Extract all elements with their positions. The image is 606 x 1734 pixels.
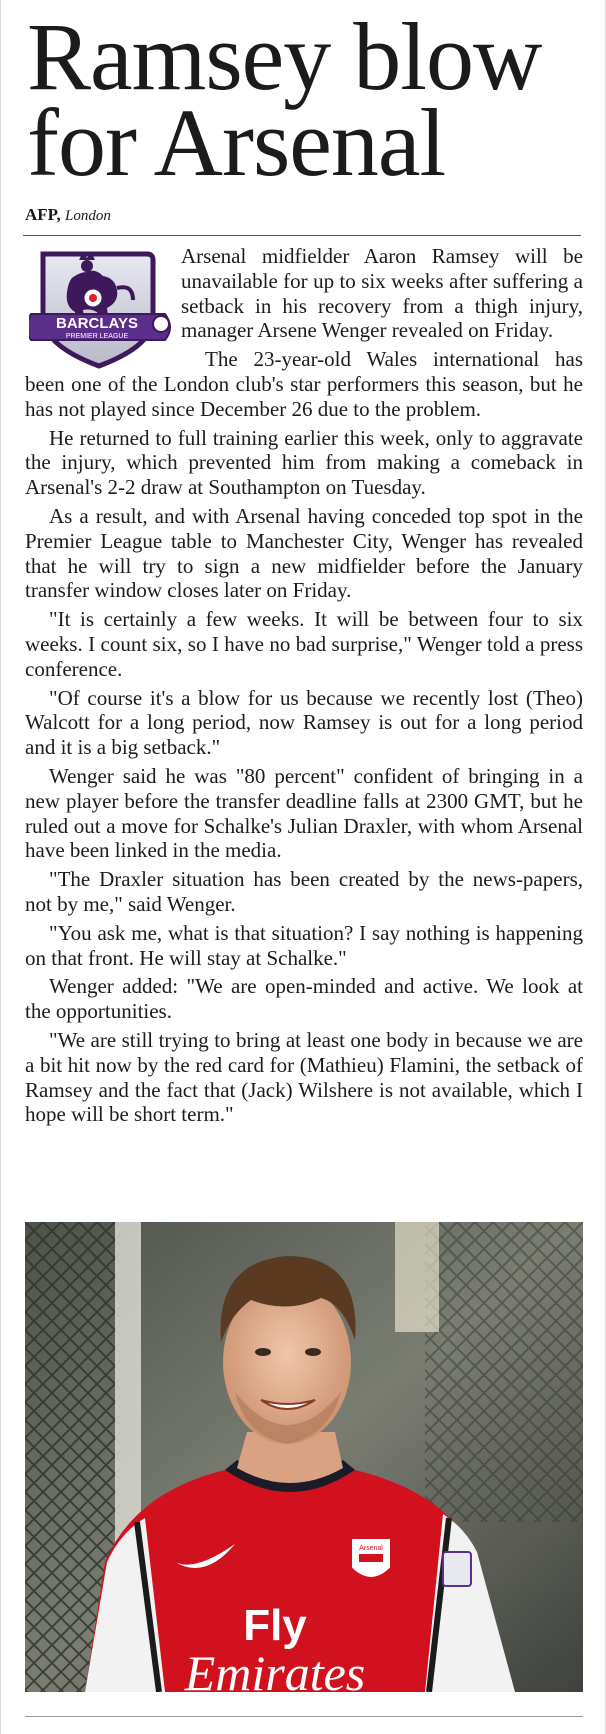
- paragraph-9: "You ask me, what is that situation? I say nothing is happening on that front. He will stay at Schalke.": [25, 920, 583, 970]
- headline-line-2: for Arsenal: [27, 89, 446, 196]
- paragraph-1: Arsenal midfielder Aaron Ramsey will be unavailable for up to six weeks after suffering a setback in his recovery from a thigh injury, manager Arsene Wenger revealed on Friday.: [181, 244, 583, 343]
- logo-wrap-space: [25, 244, 181, 368]
- headline: [27, 3, 587, 196]
- logo-league: PREMIER LEAGUE: [65, 333, 129, 340]
- byline: [25, 205, 111, 225]
- paragraph-3: He returned to full training earlier this week, only to aggravate the injury, which prevented him from making a comeback in Arsenal's 2-2 draw at Southampton on Tuesday.: [25, 425, 583, 500]
- footer-divider: [25, 1716, 583, 1717]
- crest-text: Arsenal: [359, 1545, 383, 1552]
- arsenal-crest-icon: [351, 1538, 391, 1578]
- paragraph-6: "Of course it's a blow for us because we recently lost (Theo) Walcott for a long period, now Ramsey is out for a long period and it is a big setback.": [25, 685, 583, 760]
- paragraph-5: "It is certainly a few weeks. It will be between four to six weeks. I count six, so I have no bad surprise," Wenger told a press conference.: [25, 607, 583, 681]
- sleeve-badge-icon: [443, 1552, 471, 1586]
- paragraph-10: Wenger added: "We are open-minded and active. We look at the opportunities.: [25, 974, 583, 1024]
- sponsor-line-1: Fly: [243, 1601, 307, 1650]
- paragraph-2: The 23-year-old Wales international has been one of the London club's star performers this season, but he has not played since December 26 due to the problem.: [25, 347, 583, 421]
- headline-line-1: Ramsey blow: [27, 3, 542, 110]
- paragraph-7: Wenger said he was "80 percent" confident of bringing in a new player before the transfer deadline falls at 2300 GMT, but he ruled out a move for Schalke's Julian Draxler, with whom Arsenal have been linked in the media.: [25, 763, 583, 863]
- article-body: [25, 244, 583, 1131]
- byline-place: London: [65, 208, 111, 224]
- logo-brand: BARCLAYS: [56, 315, 138, 332]
- byline-agency: AFP,: [25, 205, 61, 224]
- header-divider: [23, 235, 581, 236]
- player-photo: [25, 1222, 583, 1692]
- paragraph-8: "The Draxler situation has been created by the news-papers, not by me," said Wenger.: [25, 867, 583, 916]
- paragraph-4: As a result, and with Arsenal having conceded top spot in the Premier League table to Manchester City, Wenger has revealed that he will try to sign a new midfielder before the January transfer window closes later on Friday.: [25, 503, 583, 603]
- paragraph-11: "We are still trying to bring at least one body in because we are a bit hit now by the red card for (Mathieu) Flamini, the setback of Ramsey and the fact that (Jack) Wilshere is not available, which I hope will be short term.": [25, 1027, 583, 1127]
- sponsor-line-2: Emirates: [184, 1645, 366, 1692]
